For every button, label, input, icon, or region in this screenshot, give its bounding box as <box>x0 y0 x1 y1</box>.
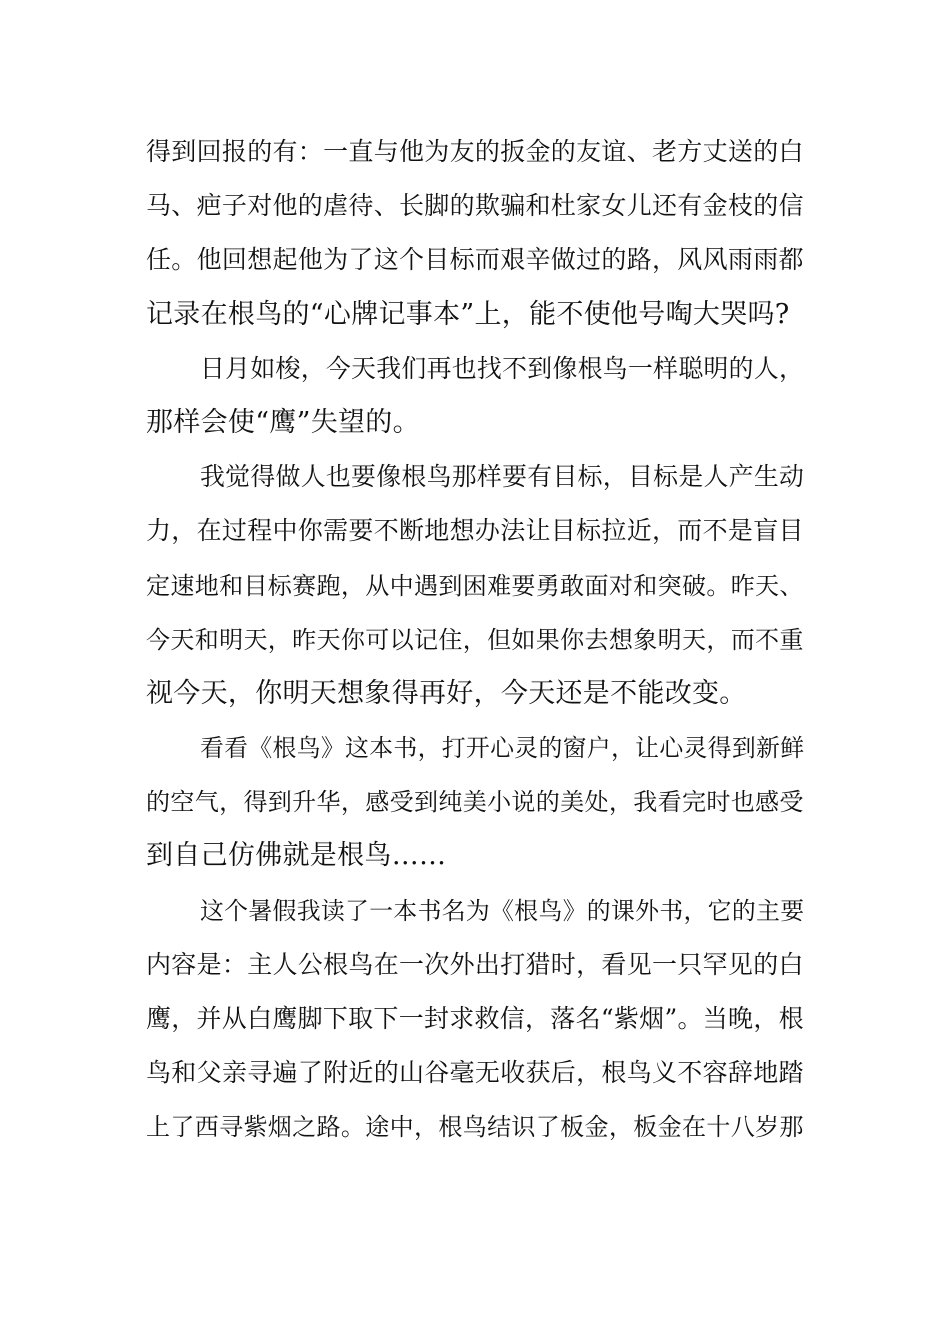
text-line: 内容是：主人公根鸟在一次外出打猎时，看见一只罕见的白 <box>146 949 804 979</box>
document-body <box>146 125 810 1155</box>
text-line: 马、疤子对他的虐待、长脚的欺骗和杜家女儿还有金枝的信 <box>146 191 804 221</box>
text-line: 视今天，你明天想象得再好，今天还是不能改变。 <box>146 677 747 709</box>
text-line: 力，在过程中你需要不断地想办法让目标拉近，而不是盲目 <box>146 516 804 546</box>
text-line: 的空气，得到升华，感受到纯美小说的美处，我看完时也感受 <box>146 788 804 817</box>
text-line: 鸟和父亲寻遍了附近的山谷毫无收获后，根鸟义不容辞地踏 <box>146 1058 804 1088</box>
text-line: 鹰，并从白鹰脚下取下一封求救信，落名“紫烟”。当晚，根 <box>146 1004 804 1033</box>
text-line: 那样会使“鹰”失望的。 <box>146 406 420 438</box>
text-line: 看看《根鸟》这本书，打开心灵的窗户，让心灵得到新鲜 <box>200 734 805 763</box>
text-line: 这个暑假我读了一本书名为《根鸟》的课外书，它的主要 <box>200 896 805 925</box>
text-line: 任。他回想起他为了这个目标而艰辛做过的路，风风雨雨都 <box>146 245 804 275</box>
text-line: 到自己仿佛就是根鸟…… <box>146 840 447 872</box>
text-line: 上了西寻紫烟之路。途中，根鸟结识了板金，板金在十八岁那 <box>146 1113 804 1142</box>
text-line: 我觉得做人也要像根鸟那样要有目标，目标是人产生动 <box>200 462 805 492</box>
text-line: 记录在根鸟的“心牌记事本”上，能不使他号啕大哭吗? <box>146 298 790 330</box>
text-line: 今天和明天，昨天你可以记住，但如果你去想象明天，而不重 <box>146 625 804 654</box>
text-line: 得到回报的有：一直与他为友的扳金的友谊、老方丈送的白 <box>146 137 804 166</box>
text-line: 定速地和目标赛跑，从中遇到困难要勇敢面对和突破。昨天、 <box>146 571 804 600</box>
text-line: 日月如梭，今天我们再也找不到像根鸟一样聪明的人， <box>200 353 805 383</box>
